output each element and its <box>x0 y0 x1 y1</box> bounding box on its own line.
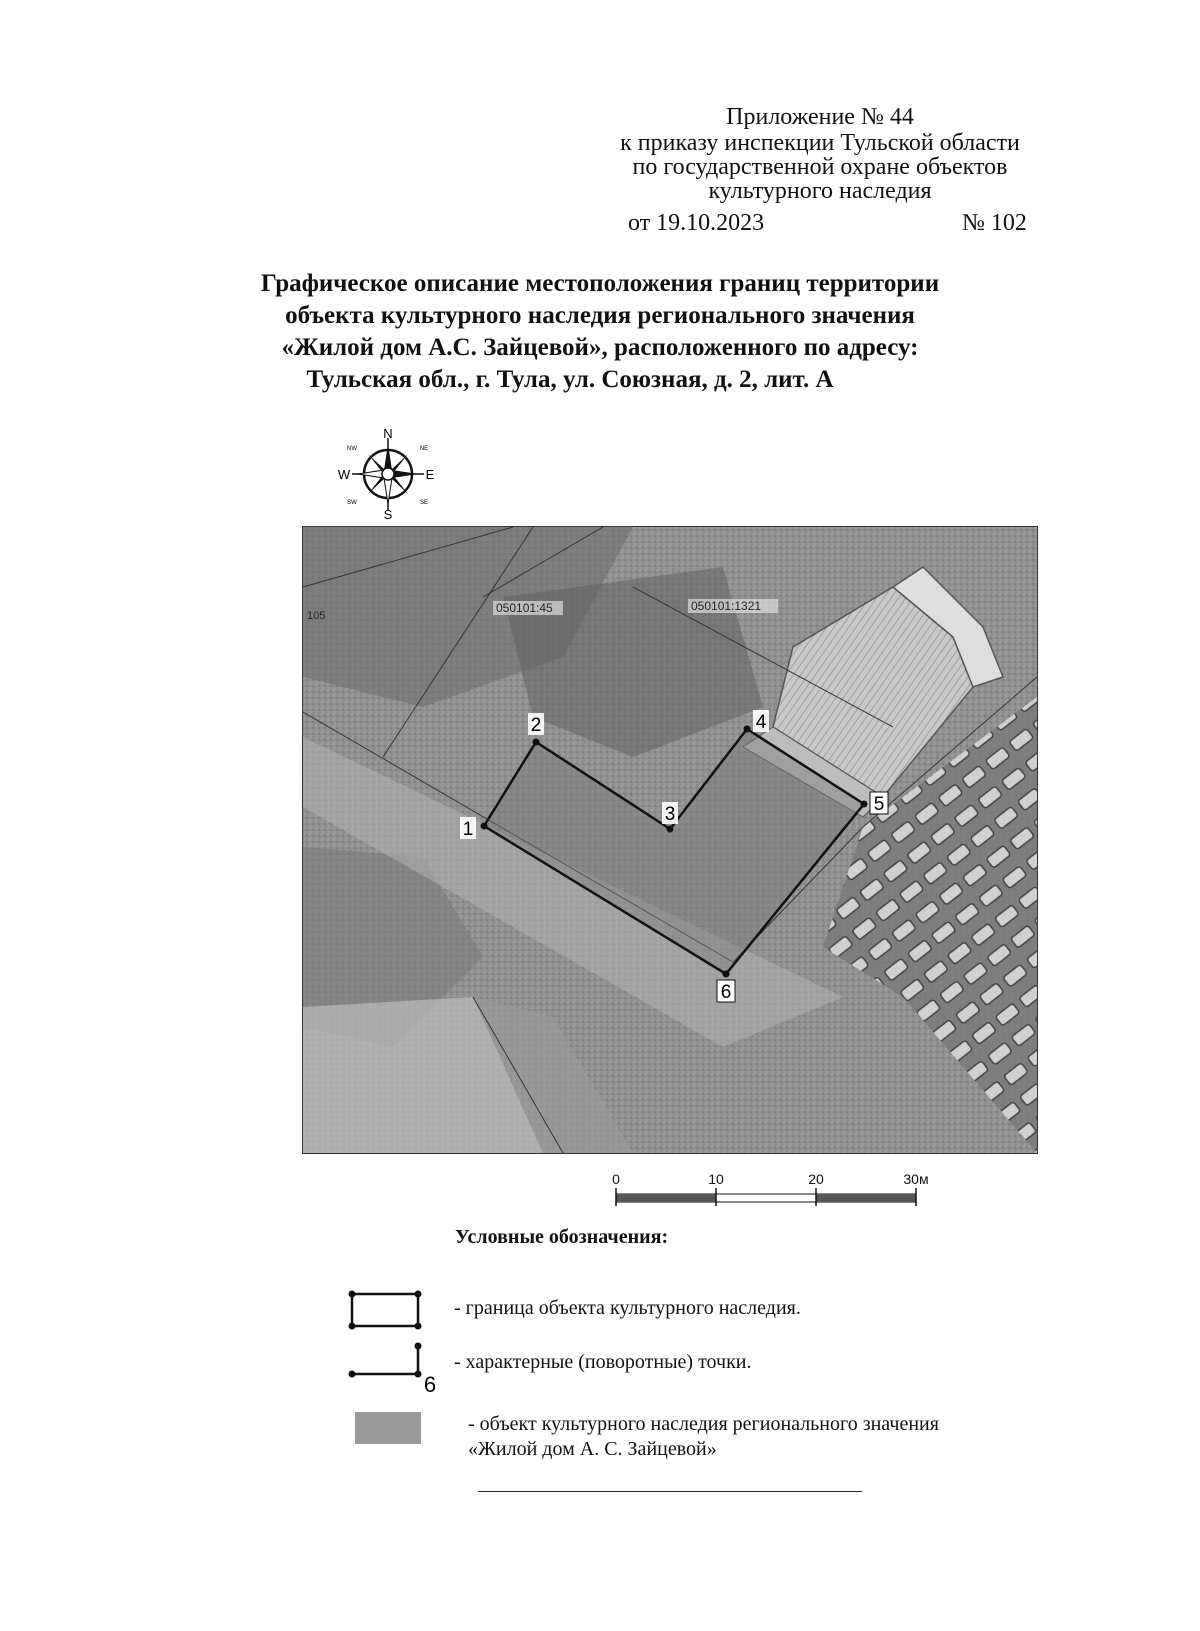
scale-tick-0: 0 <box>612 1171 620 1187</box>
object-fill-symbol-icon <box>355 1412 421 1444</box>
legend-boundary-text: - граница объекта культурного наследия. <box>454 1297 801 1319</box>
compass-n: N <box>383 428 393 441</box>
scale-tick-20: 20 <box>808 1171 824 1187</box>
legend-point-sample: 6 <box>423 1372 437 1394</box>
title-line3: «Жилой дом А.С. Зайцевой», расположенного по адресу: <box>281 334 919 361</box>
compass-nw: NW <box>347 446 357 452</box>
parcel-label-1321: 050101:1321 <box>691 599 762 613</box>
point-label-2: 2 <box>530 715 542 736</box>
order-reference-line3: культурного наследия <box>708 178 932 204</box>
compass-w: W <box>338 467 351 482</box>
legend-points-text: - характерные (поворотные) точки. <box>454 1351 752 1373</box>
title-line2: объекта культурного наследия регионального значения <box>285 302 915 329</box>
turning-point-symbol-icon <box>348 1342 448 1394</box>
parcel-label-45: 050101:45 <box>496 601 553 615</box>
compass-rose-icon <box>338 428 438 520</box>
map-view[interactable] <box>302 526 1038 1154</box>
scale-tick-10: 10 <box>708 1171 724 1187</box>
compass-sw: SW <box>347 500 357 506</box>
compass-se: SE <box>419 500 429 506</box>
order-date: от 19.10.2023 <box>628 210 765 236</box>
point-label-1: 1 <box>462 819 474 840</box>
point-label-3: 3 <box>664 804 676 825</box>
point-label-4: 4 <box>755 712 767 733</box>
legend-object-text-line2: «Жилой дом А. С. Зайцевой» <box>468 1438 717 1460</box>
title-line1: Графическое описание местоположения границ территории <box>260 270 940 297</box>
closing-divider <box>478 1491 862 1492</box>
legend-title: Условные обозначения: <box>455 1226 669 1248</box>
scale-bar <box>610 1170 950 1216</box>
parcel-label-105: 105 <box>307 610 326 622</box>
legend-object-text-line1: - объект культурного наследия регионального значения <box>468 1413 939 1435</box>
appendix-number: Приложение № 44 <box>726 104 914 130</box>
point-label-5: 5 <box>873 794 885 815</box>
map-canvas <box>303 527 1037 1153</box>
title-line4: Тульская обл., г. Тула, ул. Союзная, д. 2, лит. А <box>306 366 834 393</box>
point-label-6: 6 <box>720 982 732 1003</box>
compass-ne: NE <box>419 446 429 452</box>
order-reference-line1: к приказу инспекции Тульской области <box>620 130 1020 156</box>
compass-s: S <box>383 507 393 520</box>
order-reference-line2: по государственной охране объектов <box>632 154 1008 180</box>
order-number: № 102 <box>962 210 1027 236</box>
scale-tick-30: 30м <box>903 1171 929 1187</box>
boundary-symbol-icon <box>348 1290 424 1330</box>
compass-e: E <box>425 467 435 482</box>
